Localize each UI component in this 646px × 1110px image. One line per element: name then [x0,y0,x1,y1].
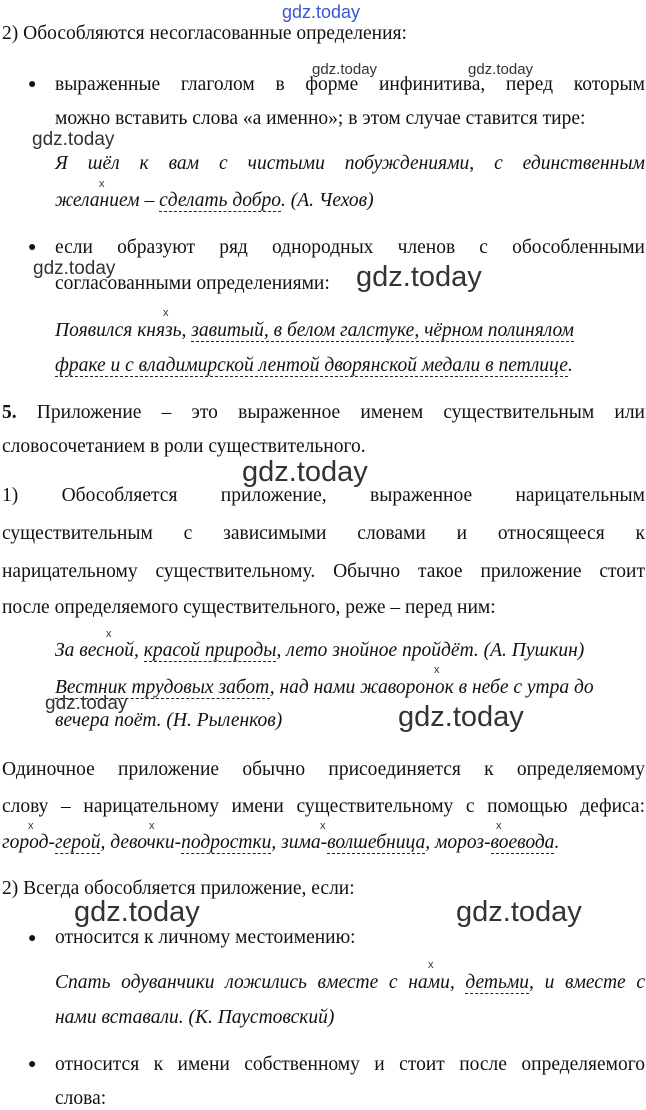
paragraph-line: существительным с зависимыми словами и относящееся к [2,523,645,544]
watermark: gdz.today [398,701,524,733]
bullet1-line1: выраженные глаголом в форме инфинитива, перед которым [55,74,645,95]
x-mark: x [428,959,434,971]
x-mark: x [99,178,105,190]
bullet2-line2: согласованными определениями: [55,273,330,294]
section-5-line1: 5. Приложение – это выраженное именем существительным или [2,402,645,423]
example-line: фраке и с владимирской лентой дворянской медали в петлице. [55,355,573,376]
bullet1-line2: можно вставить слова «а именно»; в этом случае ставится тире: [55,108,586,129]
example-line: нами вставали. (К. Паустовский) [55,1007,335,1028]
watermark: gdz.today [45,693,128,714]
watermark: gdz.today [33,258,116,279]
example-line: Вестник трудовых забот, над нами жаворонок в небе с утра до [55,677,594,698]
example-line: За весной, красой природы, лето знойное пройдёт. (А. Пушкин) [55,640,585,661]
x-mark: x [320,820,326,832]
example-line: вечера поёт. (Н. Рыленков) [55,710,283,731]
x-mark: x [496,820,502,832]
example-line: желанием – сделать добро. (А. Чехов) [55,190,374,211]
watermark: gdz.today [312,61,378,78]
section-5-line2: словосочетанием в роли существительного. [2,436,366,457]
watermark: gdz.today [456,896,582,928]
x-mark: x [106,628,112,640]
watermark-top: gdz.today [282,2,361,22]
paragraph-line: слову – нарицательному имени существительному с помощью дефиса: [2,796,645,817]
example-line: Появился князь, завитый, в белом галстуке, чёрном полинялом [55,320,574,341]
watermark: gdz.today [242,456,368,488]
bullet-icon: ● [28,931,37,946]
paragraph-line: Одиночное приложение обычно присоединяется к определяемому [2,759,645,780]
x-mark: x [434,664,440,676]
bullet4-line2: слова: [55,1088,107,1109]
watermark: gdz.today [356,261,482,293]
paragraph-line: нарицательному существительному. Обычно такое приложение стоит [2,561,645,582]
example-words-line: город-герой, девочки-подростки, зима-волшебница, мороз-воевода. [2,832,560,853]
x-mark: x [149,820,155,832]
paragraph-line: 1) Обособляется приложение, выраженное нарицательным [2,485,645,506]
bullet-icon: ● [28,240,37,255]
bullet-icon: ● [28,1057,37,1072]
x-mark: x [28,820,34,832]
watermark: gdz.today [32,129,115,150]
watermark: gdz.today [74,896,200,928]
bullet3-line1: относится к личному местоимению: [55,927,356,948]
x-mark: x [163,307,169,319]
example-line: Спать одуванчики ложились вместе с нами, детьми, и вместе с [55,972,646,993]
example-line: Я шёл к вам с чистыми побуждениями, с единственным [55,153,645,174]
bullet-icon: ● [28,77,37,92]
section-heading-2: 2) Обособляются несогласованные определения: [2,23,407,44]
bullet4-line1: относится к имени собственному и стоит после определяемого [55,1054,645,1075]
bullet2-line1: если образуют ряд однородных членов с обособленными [55,237,645,258]
section-heading: 2) Всегда обособляется приложение, если: [2,878,355,899]
paragraph-line: после определяемого существительного, реже – перед ним: [2,597,496,618]
watermark: gdz.today [468,61,534,78]
